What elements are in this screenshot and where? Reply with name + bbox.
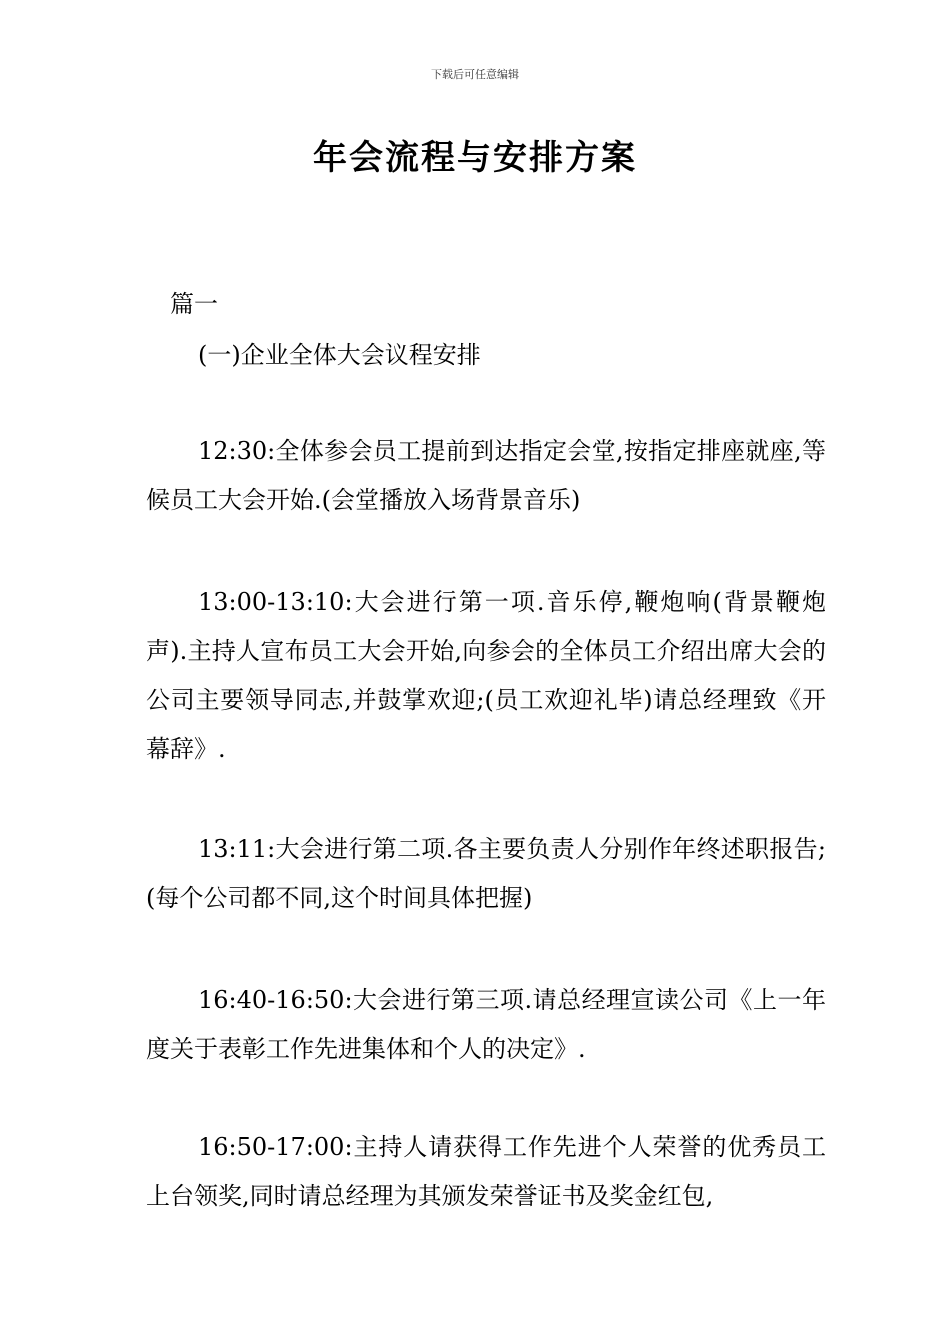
agenda-paragraph: 13:00-13:10:大会进行第一项.音乐停,鞭炮响(背景鞭炮声).主持人宣布员工大会开始,向参会的全体员工介绍出席大会的公司主要领导同志,并鼓掌欢迎;(员工欢迎礼毕)请总经理致《开幕辞》. (146, 588, 826, 763)
agenda-paragraph: 16:40-16:50:大会进行第三项.请总经理宣读公司《上一年度关于表彰工作先进集体和个人的决定》. (146, 986, 826, 1063)
agenda-paragraph: 12:30:全体参会员工提前到达指定会堂,按指定排座就座,等候员工大会开始.(会堂播放入场背景音乐) (146, 437, 826, 514)
header-note: 下载后可任意编辑 (431, 68, 519, 81)
section-label: 篇一 (170, 290, 218, 318)
document-title: 年会流程与安排方案 (313, 138, 637, 178)
sub-heading: (一)企业全体大会议程安排 (198, 341, 481, 369)
agenda-paragraph: 13:11:大会进行第二项.各主要负责人分别作年终述职报告;(每个公司都不同,这个时间具体把握) (146, 835, 826, 912)
agenda-paragraph: 16:50-17:00:主持人请获得工作先进个人荣誉的优秀员工上台领奖,同时请总经理为其颁发荣誉证书及奖金红包, (146, 1133, 826, 1210)
